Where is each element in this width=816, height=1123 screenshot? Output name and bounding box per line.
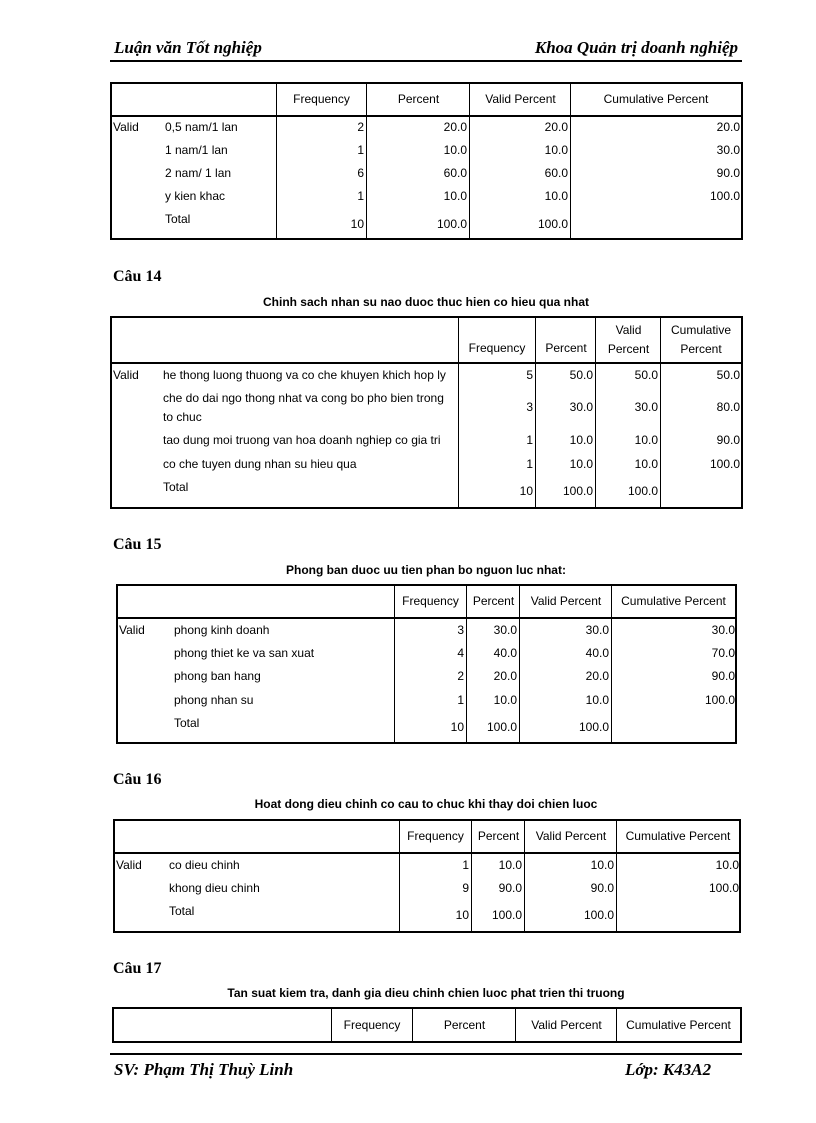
question-17-table-title: Tan suat kiem tra, danh gia dieu chinh chien luoc phat trien thi truong xyxy=(227,986,625,1000)
footer-class-code: Lớp: K43A2 xyxy=(625,1060,712,1079)
row-label: co che tuyen dung nhan su hieu qua xyxy=(163,457,357,471)
row-percent: 100.0 xyxy=(486,720,517,734)
row-cumulative-percent: 90.0 xyxy=(711,669,735,683)
row-frequency: 3 xyxy=(526,400,533,414)
row-valid-percent: 100.0 xyxy=(627,484,658,498)
row-cumulative-percent: 90.0 xyxy=(716,433,740,447)
table-q14-group-label: Valid xyxy=(113,368,139,382)
row-label: phong nhan su xyxy=(174,693,254,707)
row-percent: 50.0 xyxy=(569,368,593,382)
row-percent: 100.0 xyxy=(491,908,522,922)
header-rule xyxy=(110,60,742,62)
row-frequency: 5 xyxy=(526,368,533,382)
table-1-header-valid-percent: Valid Percent xyxy=(485,92,556,106)
row-valid-percent: 10.0 xyxy=(634,433,658,447)
row-valid-percent: 10.0 xyxy=(544,143,568,157)
row-valid-percent: 10.0 xyxy=(585,693,609,707)
row-cumulative-percent: 30.0 xyxy=(716,143,740,157)
table-1-divider xyxy=(570,84,571,238)
question-16-label: Câu 16 xyxy=(113,771,162,788)
row-label: co dieu chinh xyxy=(169,858,240,872)
row-label: tao dung moi truong van hoa doanh nghiep co gia tri xyxy=(163,433,441,447)
row-cumulative-percent: 70.0 xyxy=(711,646,735,660)
row-label: Total xyxy=(165,212,191,226)
table-q17-header-percent: Percent xyxy=(443,1017,486,1032)
table-q16-group-label: Valid xyxy=(116,858,142,872)
table-q17 xyxy=(112,1007,742,1043)
question-15-label: Câu 15 xyxy=(113,536,162,553)
table-q16-divider xyxy=(616,821,617,931)
row-label: khong dieu chinh xyxy=(169,881,260,895)
table-1-header-percent: Percent xyxy=(397,92,440,106)
table-q14-header-valid-percent: Valid Percent xyxy=(607,323,650,356)
row-frequency: 9 xyxy=(462,881,469,895)
row-cumulative-percent: 100.0 xyxy=(709,457,740,471)
row-percent: 30.0 xyxy=(569,400,593,414)
table-q16-header-valid-percent: Valid Percent xyxy=(535,829,607,843)
table-q15-header-valid-percent: Valid Percent xyxy=(530,594,602,608)
row-label: he thong luong thuong va co che khuyen khich hop ly xyxy=(163,368,446,382)
row-frequency: 1 xyxy=(457,693,464,707)
row-percent: 20.0 xyxy=(493,669,517,683)
row-valid-percent: 50.0 xyxy=(634,368,658,382)
table-q16-header-cumulative-percent: Cumulative Percent xyxy=(625,829,731,843)
footer-student-name: SV: Phạm Thị Thuỳ Linh xyxy=(114,1060,294,1079)
row-frequency: 2 xyxy=(357,120,364,134)
table-q16-header-row xyxy=(115,821,739,854)
row-label: Total xyxy=(169,904,195,918)
table-q17-header-cumulative-percent: Cumulative Percent xyxy=(626,1017,731,1032)
row-valid-percent: 10.0 xyxy=(590,858,614,872)
row-valid-percent: 10.0 xyxy=(544,189,568,203)
table-1-divider xyxy=(276,84,277,238)
question-16-table-title: Hoat dong dieu chinh co cau to chuc khi thay doi chien luoc xyxy=(254,797,598,811)
table-q17-header-valid-percent: Valid Percent xyxy=(531,1017,602,1032)
row-valid-percent: 100.0 xyxy=(578,720,609,734)
table-q14 xyxy=(110,316,743,509)
table-q15-header-cumulative-percent: Cumulative Percent xyxy=(621,594,726,608)
row-percent: 100.0 xyxy=(562,484,593,498)
row-percent: 60.0 xyxy=(443,166,467,180)
question-14-label: Câu 14 xyxy=(113,268,162,285)
row-percent: 10.0 xyxy=(569,433,593,447)
table-q14-header-percent: Percent xyxy=(545,341,587,355)
row-cumulative-percent: 100.0 xyxy=(708,881,739,895)
table-q16-header-percent: Percent xyxy=(477,829,520,843)
row-label: 0,5 nam/1 lan xyxy=(165,120,238,134)
table-1 xyxy=(110,82,743,240)
question-15-table-title: Phong ban duoc uu tien phan bo nguon luc nhat: xyxy=(286,563,566,577)
row-valid-percent: 90.0 xyxy=(590,881,614,895)
table-q15 xyxy=(116,584,737,744)
table-q15-header-frequency: Frequency xyxy=(402,594,459,608)
row-percent: 90.0 xyxy=(498,881,522,895)
table-1-group-label: Valid xyxy=(113,120,139,134)
row-frequency: 10 xyxy=(455,908,469,922)
row-cumulative-percent: 10.0 xyxy=(715,858,739,872)
row-percent: 10.0 xyxy=(443,143,467,157)
row-percent: 100.0 xyxy=(436,217,467,231)
row-label: Total xyxy=(174,716,200,730)
row-label: y kien khac xyxy=(165,189,226,203)
row-frequency: 6 xyxy=(357,166,364,180)
row-percent: 10.0 xyxy=(443,189,467,203)
row-valid-percent: 10.0 xyxy=(634,457,658,471)
row-frequency: 10 xyxy=(519,484,533,498)
row-frequency: 10 xyxy=(450,720,464,734)
row-label: 2 nam/ 1 lan xyxy=(165,166,232,180)
row-frequency: 1 xyxy=(526,433,533,447)
row-cumulative-percent: 50.0 xyxy=(716,368,740,382)
row-label: 1 nam/1 lan xyxy=(165,143,228,157)
table-q15-divider xyxy=(611,586,612,742)
row-percent: 30.0 xyxy=(493,623,517,637)
row-percent: 10.0 xyxy=(493,693,517,707)
table-q17-divider xyxy=(515,1009,516,1041)
row-frequency: 1 xyxy=(357,143,364,157)
table-q17-divider xyxy=(331,1009,332,1041)
row-label: che do dai ngo thong nhat va cong bo pho bien trong to chuc xyxy=(163,391,444,424)
question-17-label: Câu 17 xyxy=(113,960,162,977)
table-q15-group-label: Valid xyxy=(119,623,145,637)
row-valid-percent: 30.0 xyxy=(585,623,609,637)
row-valid-percent: 100.0 xyxy=(583,908,614,922)
row-frequency: 4 xyxy=(457,646,464,660)
row-label: Total xyxy=(163,480,189,494)
row-valid-percent: 40.0 xyxy=(585,646,609,660)
question-14-table-title: Chinh sach nhan su nao duoc thuc hien co hieu qua nhat xyxy=(262,295,589,309)
row-percent: 20.0 xyxy=(443,120,467,134)
row-percent: 40.0 xyxy=(493,646,517,660)
row-frequency: 2 xyxy=(457,669,464,683)
table-q15-divider xyxy=(519,586,520,742)
row-valid-percent: 20.0 xyxy=(585,669,609,683)
table-q14-header-row xyxy=(112,318,741,364)
row-frequency: 1 xyxy=(462,858,469,872)
row-frequency: 1 xyxy=(357,189,364,203)
row-frequency: 1 xyxy=(526,457,533,471)
table-q15-header-percent: Percent xyxy=(472,594,515,608)
row-valid-percent: 60.0 xyxy=(544,166,568,180)
row-valid-percent: 30.0 xyxy=(634,400,658,414)
row-label: phong thiet ke va san xuat xyxy=(174,646,315,660)
table-q15-divider xyxy=(394,586,395,742)
table-1-header-row xyxy=(112,84,741,117)
table-q17-header-frequency: Frequency xyxy=(343,1017,401,1032)
row-cumulative-percent: 30.0 xyxy=(711,623,735,637)
table-q16 xyxy=(113,819,741,933)
row-cumulative-percent: 20.0 xyxy=(716,120,740,134)
table-q15-divider xyxy=(466,586,467,742)
table-1-header-cumulative-percent: Cumulative Percent xyxy=(603,92,709,106)
row-cumulative-percent: 80.0 xyxy=(716,400,740,414)
row-cumulative-percent: 100.0 xyxy=(709,189,740,203)
table-1-divider xyxy=(469,84,470,238)
table-q17-divider xyxy=(412,1009,413,1041)
row-label: phong kinh doanh xyxy=(174,623,270,637)
table-1-header-frequency: Frequency xyxy=(293,92,350,106)
table-q15-header-row xyxy=(118,586,735,619)
table-q17-divider xyxy=(616,1009,617,1041)
header-right-title: Khoa Quản trị doanh nghiệp xyxy=(534,38,738,57)
table-q14-header-frequency: Frequency xyxy=(468,341,526,355)
row-cumulative-percent: 90.0 xyxy=(716,166,740,180)
table-q16-header-frequency: Frequency xyxy=(407,829,464,843)
row-percent: 10.0 xyxy=(569,457,593,471)
row-label: phong ban hang xyxy=(174,669,261,683)
row-percent: 10.0 xyxy=(498,858,522,872)
row-valid-percent: 20.0 xyxy=(544,120,568,134)
table-1-divider xyxy=(366,84,367,238)
table-q14-header-cumulative-percent: Cumulative Percent xyxy=(670,323,732,356)
row-valid-percent: 100.0 xyxy=(537,217,568,231)
header-left-title: Luận văn Tốt nghiệp xyxy=(114,38,262,57)
row-frequency: 10 xyxy=(350,217,364,231)
row-cumulative-percent: 100.0 xyxy=(704,693,735,707)
footer-rule xyxy=(110,1053,742,1055)
row-frequency: 3 xyxy=(457,623,464,637)
